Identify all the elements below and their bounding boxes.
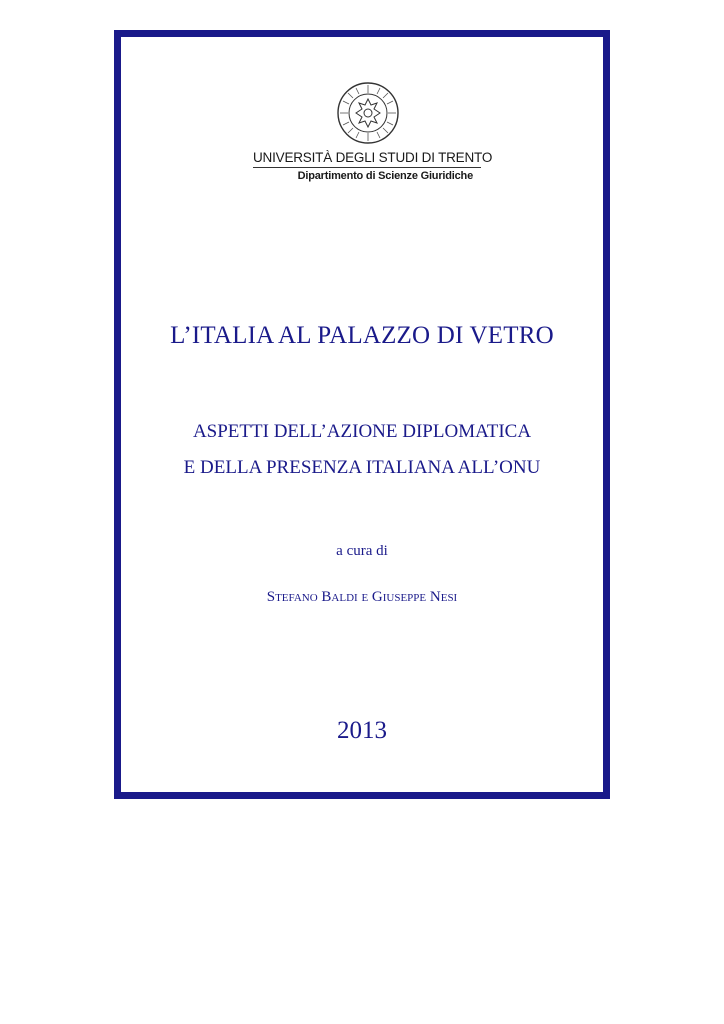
university-name: UNIVERSITÀ DEGLI STUDI DI TRENTO [253, 150, 493, 165]
subtitle-line-1: ASPETTI DELL’AZIONE DIPLOMATICA [192, 421, 532, 442]
cover-frame [114, 30, 610, 799]
editors-names: Stefano Baldi e Giuseppe Nesi [266, 589, 458, 605]
edited-by-label: a cura di [336, 543, 388, 559]
book-title: L’ITALIA AL PALAZZO DI VETRO [170, 322, 554, 349]
department-name: Dipartimento di Scienze Giuridiche [297, 170, 473, 182]
logo-divider [253, 167, 481, 168]
publication-year: 2013 [337, 717, 387, 744]
subtitle-line-2: E DELLA PRESENZA ITALIANA ALL’ONU [183, 457, 541, 478]
university-seal-icon [336, 81, 400, 145]
university-logo [253, 150, 493, 182]
